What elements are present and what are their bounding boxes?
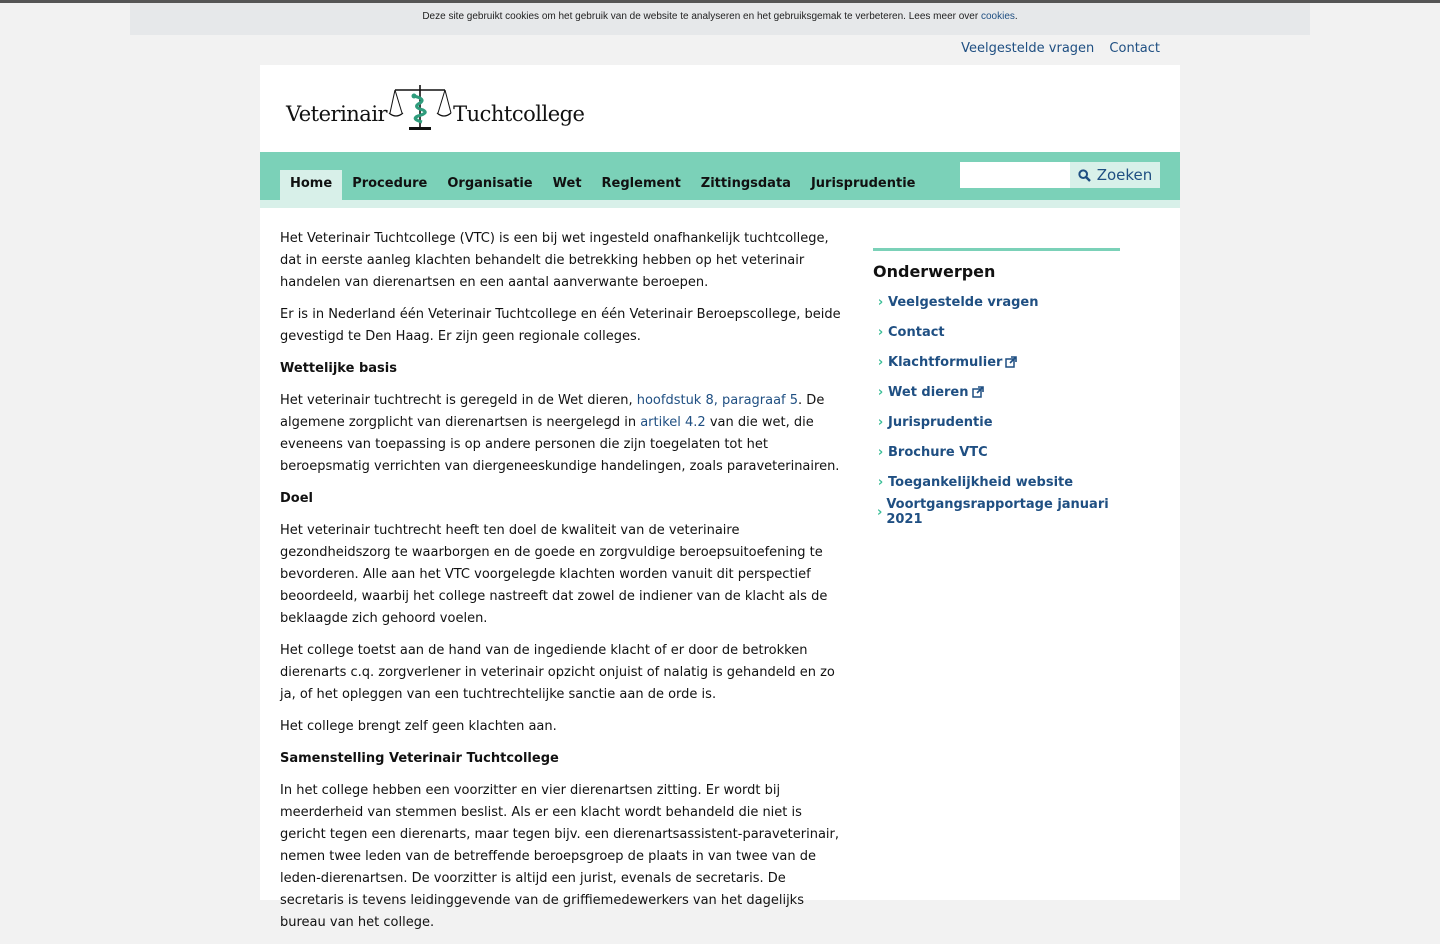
heading-doel: Doel bbox=[280, 491, 313, 506]
site-header bbox=[260, 65, 1180, 152]
page-container bbox=[260, 65, 1180, 930]
sidebar-item bbox=[873, 317, 1120, 347]
search-icon bbox=[1078, 169, 1091, 182]
chevron-right-icon: › bbox=[877, 354, 884, 370]
search-input[interactable] bbox=[960, 162, 1070, 188]
sidebar-divider bbox=[873, 248, 1120, 251]
heading-samenstelling: Samenstelling Veterinair Tuchtcollege bbox=[280, 751, 559, 766]
sidebar-link-jurisprudentie[interactable]: Jurisprudentie bbox=[888, 414, 993, 430]
chevron-right-icon: › bbox=[877, 414, 884, 430]
sidebar-title: Onderwerpen bbox=[873, 262, 996, 281]
heading-wettelijke-basis: Wettelijke basis bbox=[280, 361, 397, 376]
link-hoofdstuk-8[interactable]: hoofdstuk 8, paragraaf 5 bbox=[636, 393, 799, 408]
chevron-right-icon: › bbox=[877, 294, 884, 310]
chevron-right-icon: › bbox=[877, 444, 884, 460]
sidebar-link-contact[interactable]: Contact bbox=[888, 324, 945, 340]
top-links bbox=[950, 41, 1160, 56]
sidebar-link-faq[interactable]: Veelgestelde vragen bbox=[888, 294, 1039, 310]
cookies-link[interactable]: cookies bbox=[980, 11, 1015, 22]
external-link-icon bbox=[1005, 356, 1017, 368]
logo-text-right: Tuchtcollege bbox=[453, 102, 585, 126]
chevron-right-icon: › bbox=[876, 504, 883, 520]
site-logo[interactable] bbox=[286, 83, 585, 131]
cookie-notice bbox=[130, 3, 1310, 35]
sidebar-item bbox=[873, 497, 1120, 527]
sidebar-item bbox=[873, 437, 1120, 467]
sidebar-item bbox=[873, 407, 1120, 437]
nav-home[interactable]: Home bbox=[280, 170, 342, 200]
link-label: Klachtformulier bbox=[888, 354, 1003, 370]
search-button-label: Zoeken bbox=[1096, 166, 1153, 184]
sidebar-item bbox=[873, 467, 1120, 497]
chevron-right-icon: › bbox=[877, 474, 884, 490]
nav-procedure[interactable]: Procedure bbox=[352, 176, 428, 191]
nav-wet[interactable]: Wet bbox=[552, 176, 582, 191]
cookie-notice-end: . bbox=[1014, 11, 1018, 22]
link-label: Wet dieren bbox=[888, 384, 969, 400]
nav-jurisprudentie[interactable]: Jurisprudentie bbox=[810, 176, 916, 191]
chevron-right-icon: › bbox=[877, 384, 884, 400]
logo-text-left: Veterinair bbox=[286, 102, 388, 126]
sidebar-item bbox=[873, 287, 1120, 317]
nav-menu bbox=[280, 170, 925, 200]
paragraph-samenstelling: In het college hebben een voorzitter en vier dierenartsen zitting. Er wordt bij meerderheid van stemmen beslist. Als er een klacht wordt behandeld die niet is gericht tegen een dierenarts, maar tegen bijv. een dierenartsassistent-paraveterinair, nemen twee leden van de betreffende beroepsgroep de plaats in van twee van de leden-dierenartsen. De voorzitter is altijd een jurist, evenals de secretaris. De secretaris is tevens leidinggevende van de griffiemedewerkers van het dagelijks bureau van het college. bbox=[280, 783, 840, 930]
nav-bottom-strip bbox=[260, 200, 1180, 208]
text: Het veterinair tuchtrecht is geregeld in de Wet dieren, bbox=[280, 393, 637, 408]
text: . De algemene zorgplicht van dierenartsen is neergelegd in bbox=[280, 393, 825, 430]
sidebar bbox=[873, 248, 1120, 527]
search-button[interactable] bbox=[1070, 162, 1160, 188]
sidebar-link-brochure[interactable]: Brochure VTC bbox=[888, 444, 988, 460]
intro-paragraph: Het Veterinair Tuchtcollege (VTC) is een bij wet ingesteld onafhankelijk tuchtcollege, dat in eerste aanleg klachten behandelt die betrekking hebben op het veterinair handelen van dierenartsen en een aantal aanverwante beroepen. bbox=[280, 231, 829, 290]
sidebar-link-wet-dieren[interactable] bbox=[888, 385, 984, 400]
sidebar-list bbox=[873, 287, 1120, 527]
nav-organisatie[interactable]: Organisatie bbox=[447, 176, 533, 191]
sidebar-link-voortgangsrapportage[interactable]: Voortgangsrapportage januari 2021 bbox=[886, 497, 1109, 527]
search-form bbox=[960, 162, 1160, 188]
sidebar-item bbox=[873, 347, 1120, 377]
chevron-right-icon: › bbox=[877, 324, 884, 340]
sidebar-item bbox=[873, 377, 1120, 407]
paragraph-geen-klachten: Het college brengt zelf geen klachten aan. bbox=[280, 719, 557, 734]
sidebar-link-klachtformulier[interactable] bbox=[888, 355, 1017, 370]
external-link-icon bbox=[972, 386, 984, 398]
paragraph-colleges: Er is in Nederland één Veterinair Tuchtcollege en één Veterinair Beroepscollege, beide gevestigd te Den Haag. Er zijn geen regionale colleges. bbox=[280, 307, 841, 344]
link-artikel-4-2[interactable]: artikel 4.2 bbox=[640, 415, 706, 430]
paragraph-doel: Het veterinair tuchtrecht heeft ten doel de kwaliteit van de veterinaire gezondheidszorg te waarborgen en de goede en zorgvuldige beroepsuitoefening te bevorderen. Alle aan het VTC voorgelegde klachten worden vanuit dit perspectief beoordeeld, waarbij het college nastreeft dat zowel de indiener van de klacht als de beklaagde zich gehoord voelen. bbox=[280, 523, 828, 626]
text: van die wet, die eveneens van toepassing is op andere personen die zijn toegelaten tot het beroepsmatig verrichten van diergeneeskundige handelingen, zoals paraveterinairen. bbox=[280, 415, 840, 474]
paragraph-wettelijke-basis bbox=[280, 390, 846, 478]
paragraph-toetsing: Het college toetst aan de hand van de ingediende klacht of er door de betrokken dierenarts c.q. zorgverlener in veterinair opzicht onjuist of nalatig is gehandeld en zo ja, of het opleggen van een tuchtrechtelijke sanctie aan de orde is. bbox=[280, 643, 835, 702]
nav-zittingsdata[interactable]: Zittingsdata bbox=[700, 176, 791, 191]
cookie-notice-text: Deze site gebruikt cookies om het gebruik van de website te analyseren en het gebruiksgemak te verbeteren. Lees meer over bbox=[422, 11, 981, 22]
sidebar-link-toegankelijkheid[interactable]: Toegankelijkheid website bbox=[888, 474, 1074, 490]
toplink-faq[interactable]: Veelgestelde vragen bbox=[961, 41, 1095, 56]
scales-caduceus-icon bbox=[389, 83, 451, 131]
nav-reglement[interactable]: Reglement bbox=[601, 176, 681, 191]
toplink-contact[interactable]: Contact bbox=[1109, 41, 1160, 56]
main-content bbox=[280, 228, 846, 944]
